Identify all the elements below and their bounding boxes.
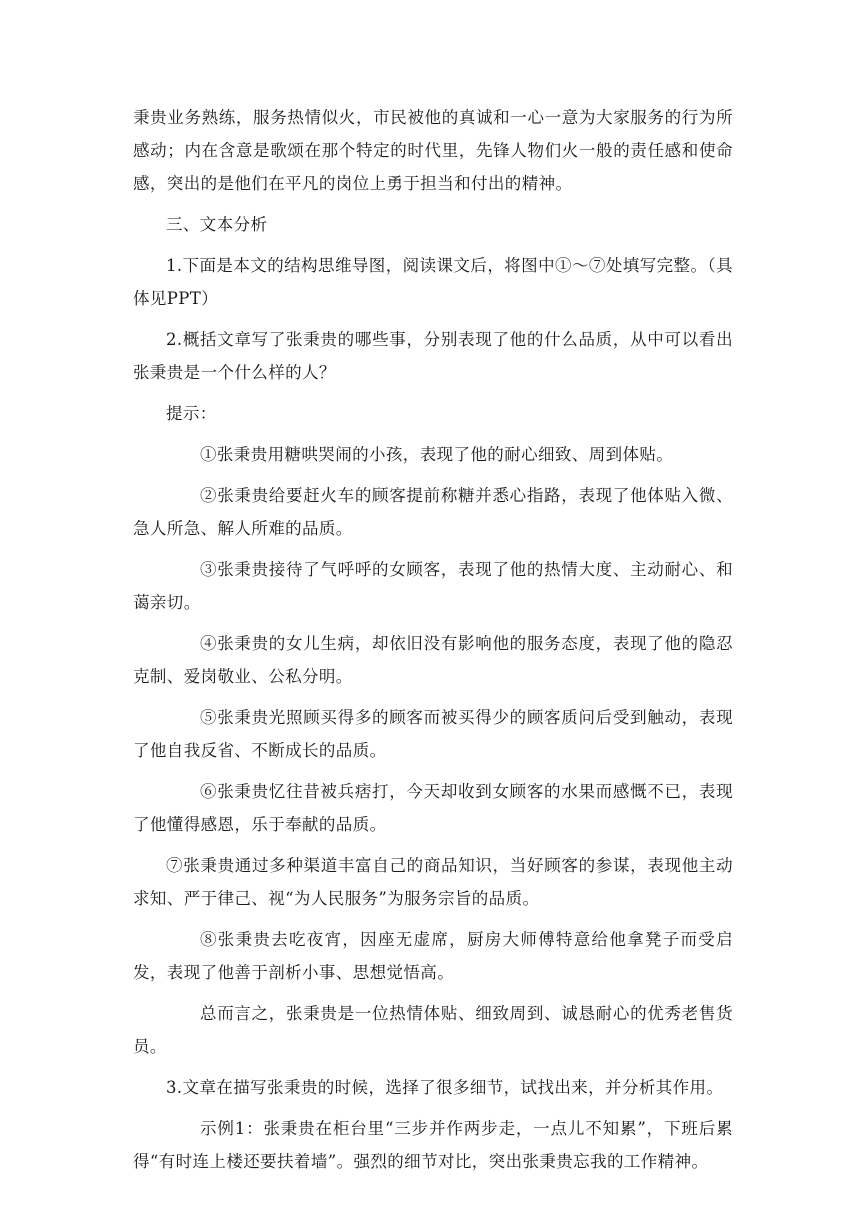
hint-item-6: ⑥张秉贵忆往昔被兵痞打，今天却收到女顾客的水果而感慨不已，表现了他懂得感恩，乐于奉献的品质。 [133,782,733,834]
hint-item-3: ③张秉贵接待了气呼呼的女顾客，表现了他的热情大度、主动耐心、和蔼亲切。 [133,560,733,612]
hint-item-2: ②张秉贵给要赶火车的顾客提前称糖并悉心指路，表现了他体贴入微、急人所急、解人所难的品质。 [133,486,733,538]
hint-item-8: ⑧张秉贵去吃夜宵，因座无虚席，厨房大师傅特意给他拿凳子而受启发，表现了他善于剖析小事、思想觉悟高。 [133,930,733,982]
hint-item-5: ⑤张秉贵光照顾买得多的顾客而被买得少的顾客质问后受到触动，表现了他自我反省、不断成长的品质。 [133,708,733,760]
hint-item-1: ①张秉贵用糖哄哭闹的小孩，表现了他的耐心细致、周到体贴。 [200,445,674,464]
document-body [133,101,733,1186]
example-1: 示例1：张秉贵在柜台里“三步并作两步走，一点儿不知累”，下班后累得“有时连上楼还要扶着墙”。强烈的细节对比，突出张秉贵忘我的工作精神。 [133,1119,733,1171]
hint-item-7: ⑦张秉贵通过多种渠道丰富自己的商品知识，当好顾客的参谋，表现他主动求知、严于律己、视“为人民服务”为服务宗旨的品质。 [133,856,733,908]
hint-item-4: ④张秉贵的女儿生病，却依旧没有影响他的服务态度，表现了他的隐忍克制、爱岗敬业、公私分明。 [133,634,733,686]
paragraph-summary-continuation: 秉贵业务熟练，服务热情似火，市民被他的真诚和一心一意为大家服务的行为所感动；内在含意是歌颂在那个特定的时代里，先锋人物们火一般的责任感和使命感，突出的是他们在平凡的岗位上勇于担当和付出的精神。 [133,108,733,193]
section-heading-text-analysis: 三、文本分析 [166,215,268,234]
hint-conclusion: 总而言之，张秉贵是一位热情体贴、细致周到、诚恳耐心的优秀老售货员。 [133,1004,733,1056]
question-1: 1.下面是本文的结构思维导图，阅读课文后，将图中①～⑦处填写完整。（具体见PPT） [133,256,733,308]
hint-label: 提示： [166,404,217,423]
question-2: 2.概括文章写了张秉贵的哪些事，分别表现了他的什么品质，从中可以看出张秉贵是一个什么样的人？ [133,330,733,382]
question-3: 3.文章在描写张秉贵的时候，选择了很多细节，试找出来，并分析其作用。 [166,1078,724,1097]
